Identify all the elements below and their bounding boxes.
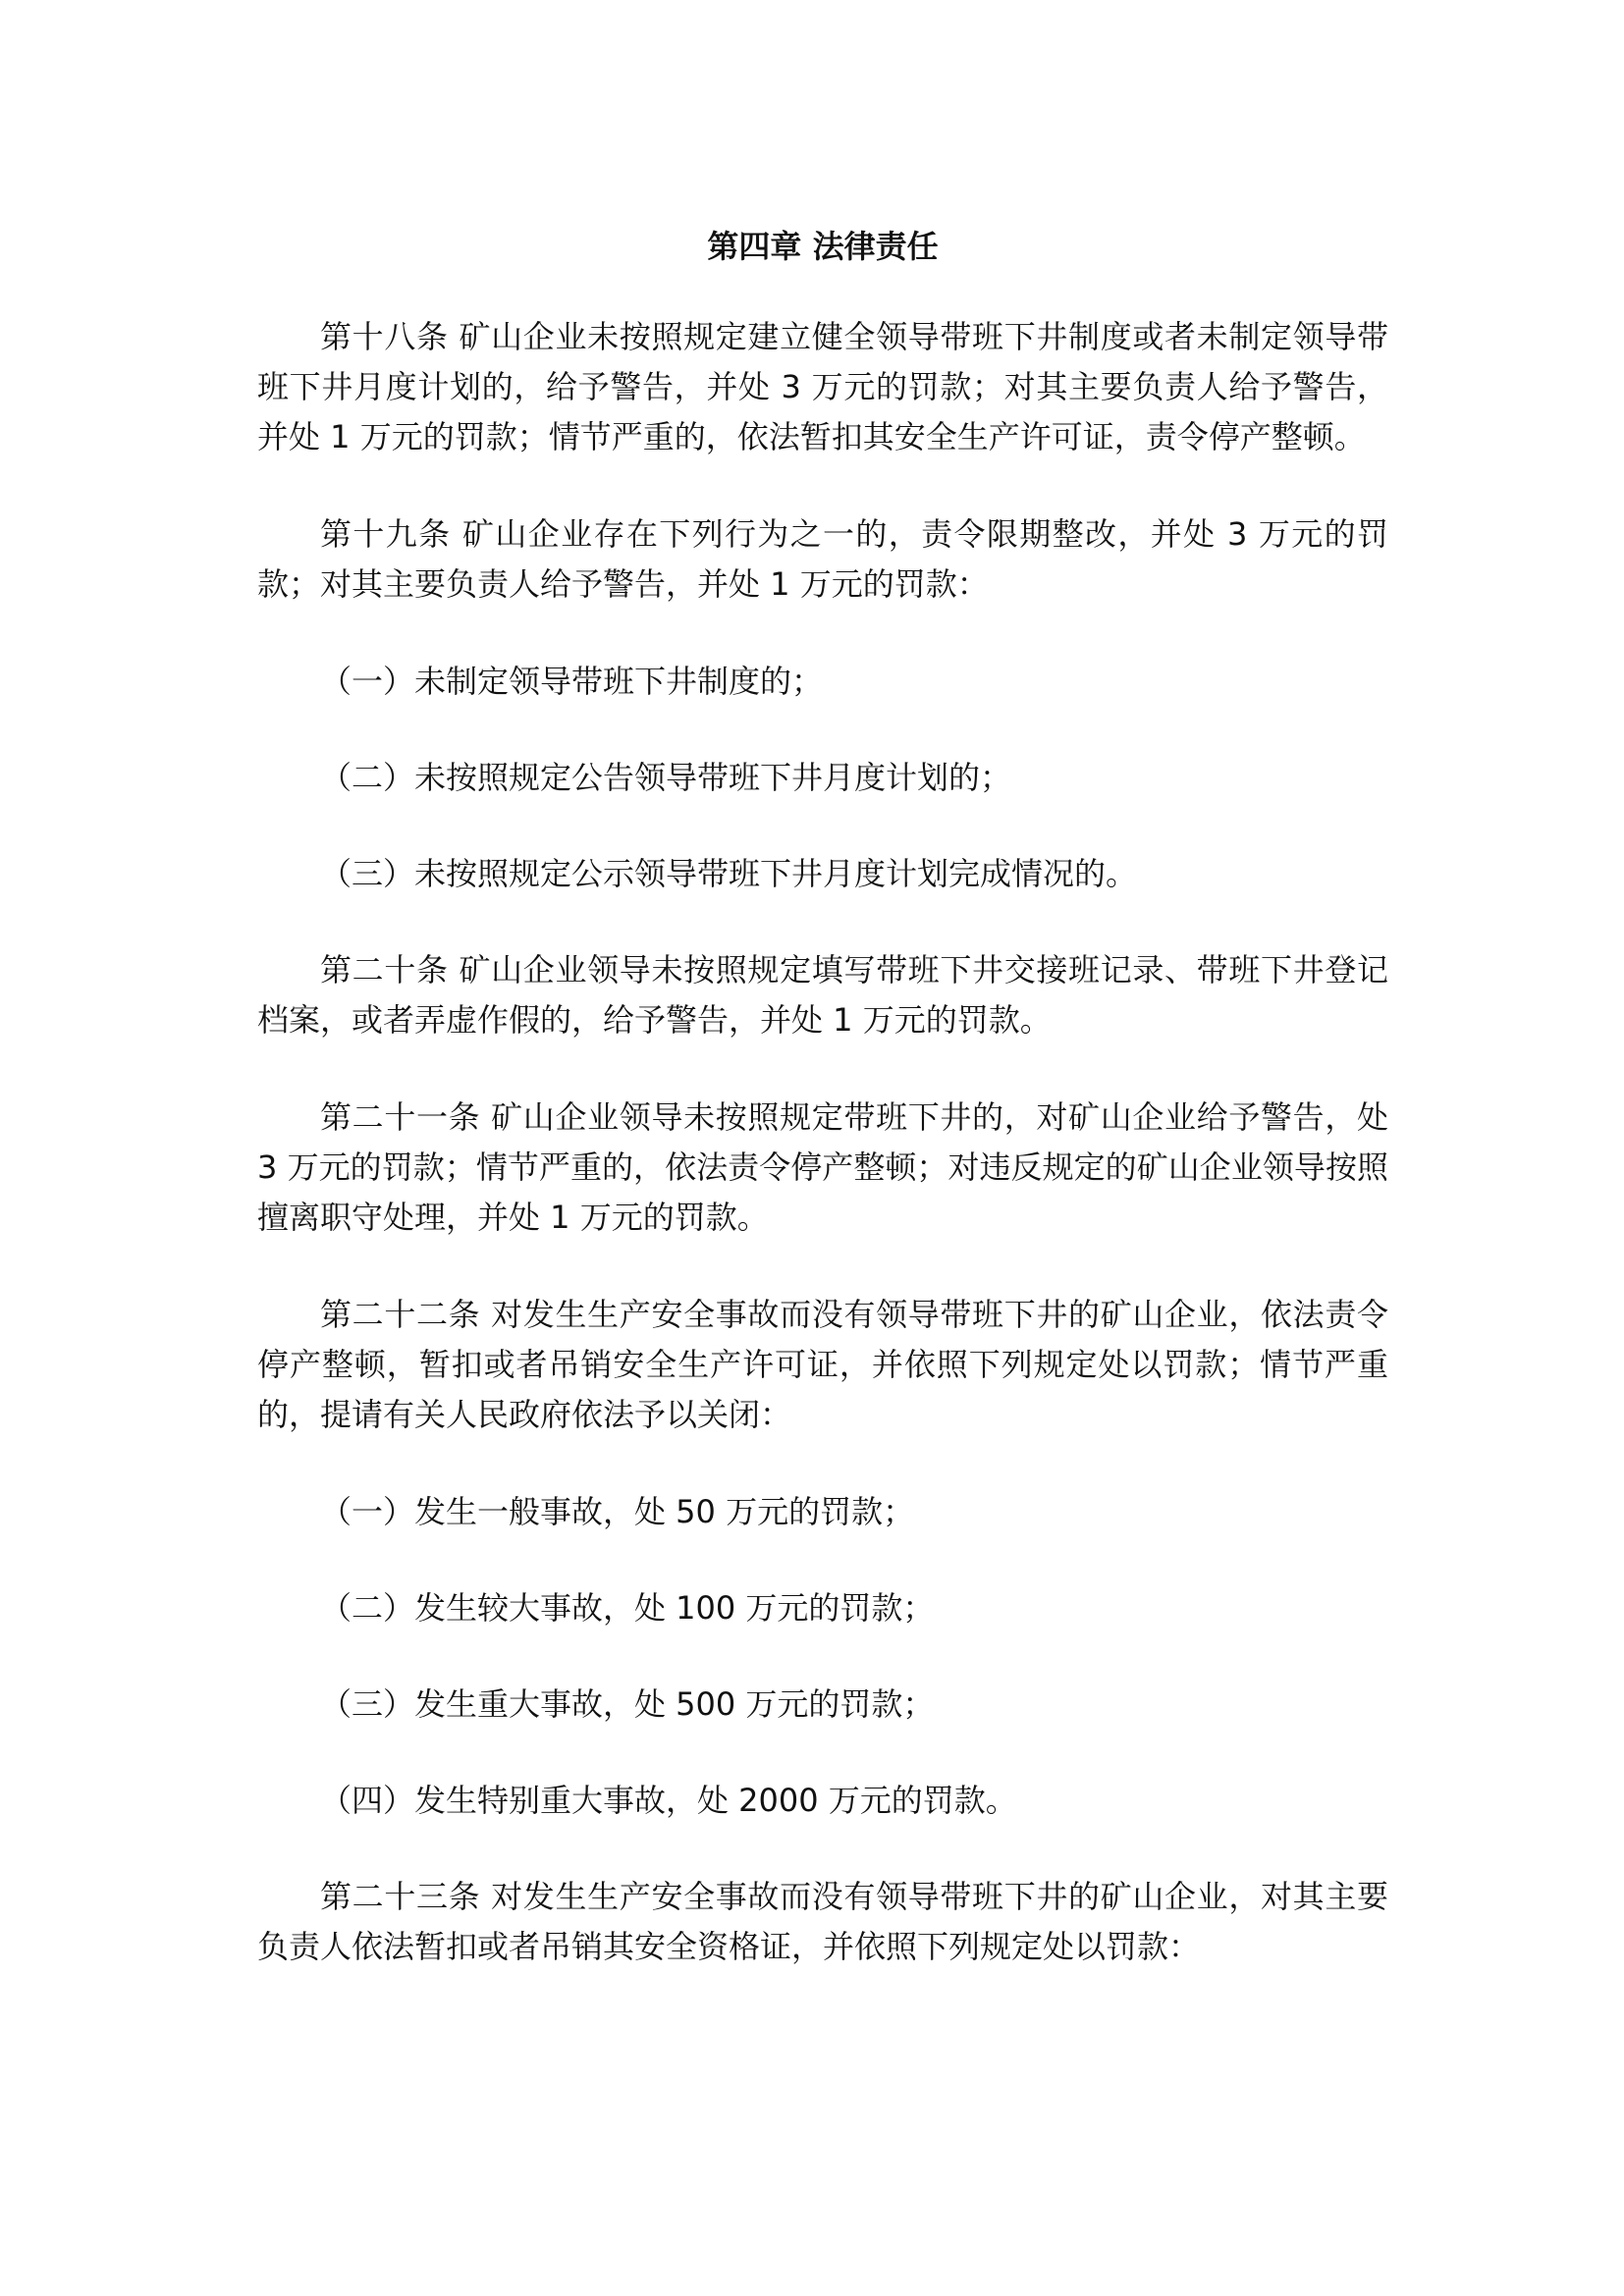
article-19-item-3: （三）未按照规定公示领导带班下井月度计划完成情况的。 <box>320 855 1138 892</box>
article-19-item-1: （一）未制定领导带班下井制度的； <box>320 663 824 700</box>
article-22: 第二十二条 对发生生产安全事故而没有领导带班下井的矿山企业，依法责令停产整顿，暂扣或者吊销安全生产许可证，并依照下列规定处以罚款；情节严重的，提请有关人民政府依法予以关闭： <box>257 1296 1388 1433</box>
article-21: 第二十一条 矿山企业领导未按照规定带班下井的，对矿山企业给予警告，处 3 万元的罚款；情节严重的，依法责令停产整顿；对违反规定的矿山企业领导按照擅离职守处理，并处 1 万元的罚款。 <box>257 1098 1388 1236</box>
document-body <box>257 222 1388 2019</box>
article-18: 第十八条 矿山企业未按照规定建立健全领导带班下井制度或者未制定领导带班下井月度计划的，给予警告，并处 3 万元的罚款；对其主要负责人给予警告，并处 1 万元的罚款；情节严重的，依法暂扣其安全生产许可证，责令停产整顿。 <box>257 318 1388 455</box>
article-22-item-4: （四）发生特别重大事故，处 2000 万元的罚款。 <box>320 1782 1017 1819</box>
article-23: 第二十三条 对发生生产安全事故而没有领导带班下井的矿山企业，对其主要负责人依法暂扣或者吊销其安全资格证，并依照下列规定处以罚款： <box>257 1878 1388 1965</box>
chapter-title: 第四章 法律责任 <box>707 228 939 265</box>
article-22-item-3: （三）发生重大事故，处 500 万元的罚款； <box>320 1685 935 1723</box>
article-22-item-1: （一）发生一般事故，处 50 万元的罚款； <box>320 1493 915 1530</box>
article-19-item-2: （二）未按照规定公告领导带班下井月度计划的； <box>320 759 1012 796</box>
article-22-item-2: （二）发生较大事故，处 100 万元的罚款； <box>320 1589 935 1627</box>
article-19: 第十九条 矿山企业存在下列行为之一的，责令限期整改，并处 3 万元的罚款；对其主要负责人给予警告，并处 1 万元的罚款： <box>257 515 1388 603</box>
article-20: 第二十条 矿山企业领导未按照规定填写带班下井交接班记录、带班下井登记档案，或者弄虚作假的，给予警告，并处 1 万元的罚款。 <box>257 951 1388 1039</box>
